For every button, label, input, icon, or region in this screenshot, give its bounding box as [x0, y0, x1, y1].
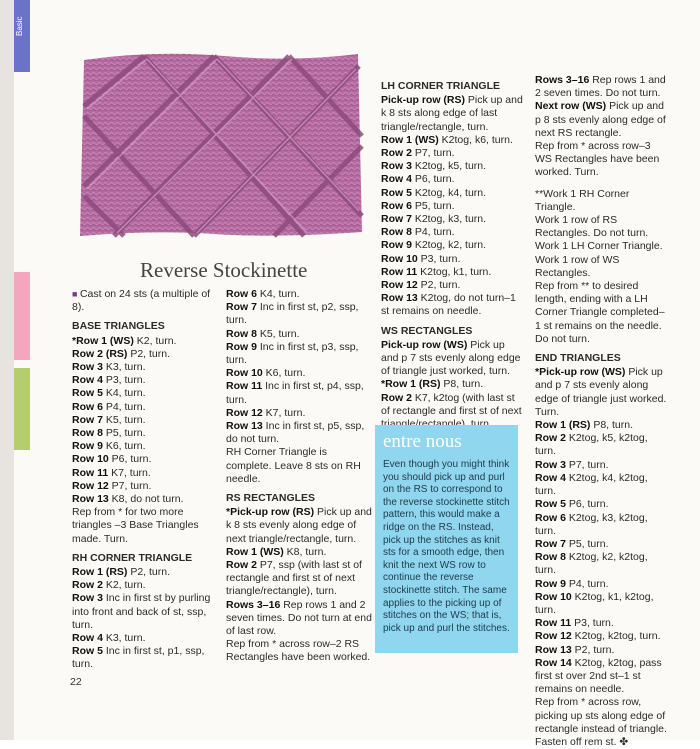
row-label: Row 9: [72, 440, 103, 453]
instruction-row: [535, 551, 667, 577]
row-text: P3, turn.: [571, 617, 614, 630]
instruction-row: [72, 592, 222, 632]
row-text: K7, turn.: [262, 406, 306, 419]
row-text: P4, turn.: [565, 577, 609, 590]
row-text: K2tog, k1, turn.: [417, 265, 492, 278]
row-text: Work 1 LH Corner Triangle.: [535, 240, 663, 253]
row-label: Row 6: [226, 288, 257, 300]
row-label: Row 3: [72, 361, 103, 374]
instruction-row: [535, 591, 667, 617]
row-text: P5, turn.: [565, 537, 609, 550]
instruction-row: [535, 657, 667, 697]
instruction-row: [381, 213, 523, 226]
row-text: Rep rows 1 and 2 seven times. Do not turn.: [535, 74, 666, 100]
bullet-icon: ■: [72, 289, 80, 299]
instruction-row: [72, 348, 222, 361]
row-text: P4, turn.: [411, 226, 455, 239]
row-label: Row 2: [226, 559, 257, 572]
row-label: Row 2: [381, 391, 412, 404]
row-text: K3, turn.: [102, 632, 146, 645]
instruction-row: [226, 328, 372, 341]
spacer: [535, 180, 667, 188]
instruction-text: [535, 254, 667, 280]
row-label: Row 2: [535, 432, 566, 445]
row-text: Work 1 row of WS Rectangles.: [535, 253, 620, 279]
row-label: Row 6: [381, 199, 412, 212]
row-text: K2tog, k6, turn.: [438, 133, 513, 146]
instructions-column-3: [381, 74, 523, 431]
row-text: K3, turn.: [102, 361, 146, 374]
instruction-row: [72, 579, 222, 592]
instruction-row: [72, 645, 222, 671]
row-label: Row 7: [535, 537, 566, 550]
instruction-row: [226, 341, 372, 367]
row-text: P7, turn.: [108, 479, 152, 492]
instruction-row: [381, 173, 523, 186]
row-text: P7, turn.: [565, 458, 609, 471]
row-label: Row 4: [72, 374, 103, 387]
row-label: Row 4: [72, 632, 103, 645]
instruction-row: [72, 401, 222, 414]
instruction-row: [72, 387, 222, 400]
row-label: Row 5: [72, 645, 103, 658]
section-heading: WS RECTANGLES: [381, 324, 473, 337]
entre-nous-note: [375, 425, 518, 653]
instruction-row: [381, 187, 523, 200]
row-label: Row 8: [72, 427, 103, 440]
row-text: K2tog, k1, k2tog, turn.: [535, 590, 654, 616]
row-text: Pick up and k 8 sts along edge of last triangle/rectangle, turn.: [381, 94, 523, 133]
row-label: Row 10: [381, 252, 418, 265]
row-text: K2tog, k2tog, turn.: [571, 630, 661, 643]
row-label: Row 12: [535, 630, 572, 643]
row-text: K2tog, k2, k2tog, turn.: [535, 551, 648, 577]
row-text: K6, turn.: [102, 440, 146, 453]
instruction-row: [72, 427, 222, 440]
row-text: K5, turn.: [102, 413, 146, 426]
instruction-row: [226, 407, 372, 420]
row-label: Row 1 (WS): [226, 545, 284, 558]
row-label: Rows 3–16: [535, 74, 590, 86]
row-text: Inc in first st, p1, ssp, turn.: [72, 645, 205, 671]
row-text: P8, turn.: [440, 378, 484, 391]
row-label: Row 10: [535, 590, 572, 603]
row-text: K8, turn.: [283, 545, 327, 558]
instruction-row: [72, 453, 222, 466]
row-label: Row 12: [72, 479, 109, 492]
section-tab-pink: [14, 272, 30, 360]
row-label: Row 3: [381, 160, 412, 173]
instruction-text: [535, 280, 667, 346]
row-text: P2, turn.: [127, 347, 171, 360]
instruction-row: [72, 361, 222, 374]
row-label: Row 12: [381, 279, 418, 292]
row-text: Rep from * across row–3 WS Rectangles have been worked. Turn.: [535, 140, 660, 179]
instruction-row: [72, 566, 222, 579]
instruction-row: [226, 288, 372, 301]
instruction-row: [535, 366, 667, 419]
row-text: P5, turn.: [102, 427, 146, 440]
row-label: Row 13: [72, 493, 109, 506]
instruction-row: [535, 538, 667, 551]
row-text: Inc in first st by purling into front and back of st, ssp, turn.: [72, 592, 211, 631]
row-label: Row 11: [72, 466, 109, 479]
row-text: K2, turn.: [102, 579, 146, 592]
instruction-row: [226, 420, 372, 446]
instruction-row: [226, 506, 372, 546]
row-text: K2tog, k5, turn.: [411, 160, 487, 173]
row-text: K2tog, k2, turn.: [411, 239, 487, 252]
row-label: Row 7: [226, 301, 257, 314]
row-label: *Pick-up row (RS): [226, 506, 315, 519]
row-label: Row 6: [535, 511, 566, 524]
instruction-row: [535, 74, 667, 100]
row-text: RH Corner Triangle is complete. Leave 8 sts on RH needle.: [226, 446, 361, 485]
instruction-row: [72, 467, 222, 480]
section-heading: BASE TRIANGLES: [72, 320, 165, 333]
instruction-row: [535, 419, 667, 432]
instruction-text: [535, 736, 667, 749]
section-heading: END TRIANGLES: [535, 352, 621, 365]
section-tab-basic: [14, 0, 30, 72]
instruction-row: [381, 94, 523, 134]
row-text: P8, turn.: [590, 419, 634, 432]
instruction-row: [226, 367, 372, 380]
instruction-row: [381, 160, 523, 173]
instruction-row: [535, 498, 667, 511]
row-label: Row 7: [381, 213, 412, 226]
row-label: Row 8: [226, 327, 257, 340]
row-label: Pick-up row (RS): [381, 94, 466, 107]
row-text: K4, turn.: [256, 288, 300, 300]
row-label: Row 10: [226, 367, 263, 380]
row-label: Rows 3–16: [226, 598, 281, 611]
row-label: Row 8: [535, 551, 566, 564]
row-text: K2tog, k3, k2tog, turn.: [535, 511, 648, 537]
row-label: Row 5: [72, 387, 103, 400]
row-text: P2, turn.: [127, 566, 171, 579]
instruction-row: [226, 380, 372, 406]
row-text: Pick up and k 8 sts evenly along edge of next triangle/rectangle, turn.: [226, 506, 372, 545]
instruction-row: [72, 440, 222, 453]
instruction-row: [381, 253, 523, 266]
row-text: P5, turn.: [411, 199, 455, 212]
instructions-column-1: [72, 288, 222, 672]
instruction-row: [72, 335, 222, 348]
row-label: Pick-up row (WS): [381, 338, 468, 351]
instruction-text: [535, 188, 667, 214]
row-label: Row 2: [381, 147, 412, 160]
instruction-row: [226, 546, 372, 559]
instruction-row: [381, 266, 523, 279]
section-heading: LH CORNER TRIANGLE: [381, 80, 500, 92]
row-text: P4, turn.: [102, 400, 146, 413]
row-text: K2tog, k5, k2tog, turn.: [535, 432, 648, 458]
instructions-column-2: [226, 288, 372, 665]
instruction-row: [72, 480, 222, 493]
row-text: Rep rows 1 and 2 seven times. Do not turn at end of last row.: [226, 598, 372, 638]
row-text: K7, turn.: [108, 466, 151, 479]
row-text: Inc in first st, p3, ssp, turn.: [226, 340, 359, 367]
row-label: Row 4: [535, 471, 566, 484]
cast-on-text: Cast on 24 sts (a multiple of 8).: [72, 288, 211, 314]
row-label: Row 11: [381, 265, 418, 278]
instruction-row: [226, 301, 372, 327]
row-label: Row 9: [226, 340, 257, 353]
instruction-row: [535, 432, 667, 458]
row-label: Row 3: [72, 592, 103, 605]
instruction-row: [535, 578, 667, 591]
row-text: K5, turn.: [256, 327, 300, 340]
instruction-text: [535, 240, 667, 253]
row-text: P2, turn.: [417, 279, 461, 292]
row-label: Row 11: [535, 617, 572, 630]
instruction-row: [535, 512, 667, 538]
instruction-text: [535, 696, 667, 736]
row-text: Inc in first st, p2, ssp, turn.: [226, 301, 359, 327]
row-label: Row 13: [535, 643, 572, 656]
row-label: Next row (WS): [535, 100, 607, 113]
row-text: Pick up and p 7 sts evenly along edge of triangle just worked, turn.: [381, 338, 521, 378]
row-text: Inc in first st, p5, ssp, do not turn.: [226, 420, 365, 446]
row-text: K2tog, do not turn–1 st remains on needle.: [381, 292, 516, 318]
row-text: P7, ssp (with last st of rectangle and first st of next triangle/rectangle), turn.: [226, 559, 362, 598]
instruction-row: [72, 493, 222, 506]
row-text: K2tog, k2tog, pass first st over 2nd st–1 st remains on needle.: [535, 656, 662, 696]
row-label: Row 2: [72, 579, 103, 592]
instruction-row: [381, 239, 523, 252]
row-label: Row 10: [72, 453, 109, 466]
row-label: Row 3: [535, 458, 566, 471]
note-title: entre nous: [383, 431, 462, 452]
row-label: *Row 1 (RS): [381, 378, 441, 391]
instruction-row: [72, 414, 222, 427]
row-label: Row 13: [226, 420, 263, 433]
instruction-text: [535, 214, 667, 240]
instruction-row: [535, 630, 667, 643]
instruction-text: [72, 506, 222, 546]
row-text: P7, turn.: [411, 147, 455, 160]
instruction-row: [381, 378, 523, 391]
instruction-text: [226, 638, 372, 664]
row-text: Inc in first st, p4, ssp, turn.: [226, 380, 364, 406]
row-label: Row 12: [226, 406, 263, 419]
instruction-row: [535, 100, 667, 140]
row-text: K7, k2tog (with last st of rectangle and first st of next: [381, 391, 522, 417]
section-tab-green: [14, 368, 30, 450]
pattern-title: Reverse Stockinette: [140, 258, 308, 282]
instruction-row: [381, 134, 523, 147]
instruction-row: [535, 472, 667, 498]
row-label: *Pick-up row (WS): [535, 366, 626, 379]
row-label: Row 11: [226, 380, 263, 393]
instruction-row: [226, 599, 372, 639]
row-text: K6, turn.: [262, 367, 306, 380]
instruction-row: [72, 374, 222, 387]
swatch-illustration: [74, 46, 364, 242]
row-text: K8, do not turn.: [108, 493, 184, 506]
section-heading: RH CORNER TRIANGLE: [72, 551, 193, 564]
instruction-row: [381, 292, 523, 318]
knit-swatch-photo: [74, 46, 364, 242]
instruction-row: [381, 200, 523, 213]
row-label: Row 2 (RS): [72, 347, 128, 360]
row-label: Row 14: [535, 656, 572, 669]
instruction-text: [535, 140, 667, 180]
row-text: P3, turn.: [102, 374, 146, 387]
instructions-column-4: [535, 74, 667, 749]
row-label: Row 1 (RS): [535, 419, 591, 432]
row-label: Row 8: [381, 226, 412, 239]
section-heading: RS RECTANGLES: [226, 492, 316, 505]
row-text: K2tog, k4, k2tog, turn.: [535, 471, 648, 498]
row-text: Work 1 row of RS Rectangles. Do not turn.: [535, 214, 649, 240]
row-label: Row 1 (WS): [381, 133, 439, 146]
row-text: Fasten off rem st. ✤: [535, 735, 629, 748]
instruction-row: [381, 147, 523, 160]
instruction-text: [226, 446, 372, 486]
row-label: *Row 1 (WS): [72, 334, 134, 347]
row-text: K2tog, k4, turn.: [411, 186, 487, 199]
row-text: Rep from * across row–2 RS Rectangles have been worked.: [226, 638, 371, 664]
instruction-row: [535, 617, 667, 630]
row-text: Pick up and p 7 sts evenly along edge of triangle just worked. Turn.: [535, 366, 667, 418]
row-text: P6, turn.: [108, 453, 152, 466]
instruction-row: [381, 339, 523, 379]
row-label: Row 4: [381, 173, 412, 186]
instruction-row: [381, 226, 523, 239]
row-label: Row 5: [535, 498, 566, 511]
row-text: P6, turn.: [565, 498, 609, 511]
page-edge: [0, 0, 14, 740]
instruction-row: [72, 632, 222, 645]
row-label: Row 5: [381, 186, 412, 199]
section-tab-label: Basic: [15, 16, 24, 36]
row-text: Rep from ** to desired length, ending with a LH Corner Triangle completed–1 st remains on the needle. Do not turn.: [535, 280, 665, 345]
note-text: Even though you might think you should pick up and purl on the RS to correspond to the reverse stockinette stitch pattern, this would make a ridge on the RS. Instead, pick up the stitches as knit sts for a smooth edge, then knit the next WS row to continue the reverse stockinette stitch. The same applies to the picking up of stitches on the WS; that is, pick up and purl the stitches.: [383, 459, 510, 634]
row-label: Row 7: [72, 413, 103, 426]
row-text: K2tog, k3, turn.: [411, 213, 487, 226]
row-label: Row 13: [381, 292, 418, 305]
row-text: P6, turn.: [411, 173, 455, 186]
row-text: K4, turn.: [102, 387, 146, 400]
row-label: Row 9: [381, 239, 412, 252]
row-text: P3, turn.: [417, 252, 461, 265]
row-label: Row 9: [535, 577, 566, 590]
row-text: K2, turn.: [133, 334, 177, 347]
instruction-row: [535, 644, 667, 657]
row-text: Rep from * for two more triangles –3 Base Triangles made. Turn.: [72, 506, 199, 545]
instruction-row: [535, 459, 667, 472]
row-text: **Work 1 RH Corner Triangle.: [535, 187, 630, 213]
instruction-row: [226, 559, 372, 599]
page-number: 22: [70, 676, 82, 688]
cast-on-line: [72, 288, 222, 314]
row-text: Pick up and p 8 sts evenly along edge of next RS rectangle.: [535, 100, 666, 139]
row-label: Row 6: [72, 400, 103, 413]
row-label: Row 1 (RS): [72, 566, 128, 579]
instruction-row: [381, 279, 523, 292]
row-text: P2, turn.: [571, 643, 615, 656]
row-text: Rep from * across row, picking up sts along edge of rectangle instead of triangle.: [535, 696, 667, 735]
